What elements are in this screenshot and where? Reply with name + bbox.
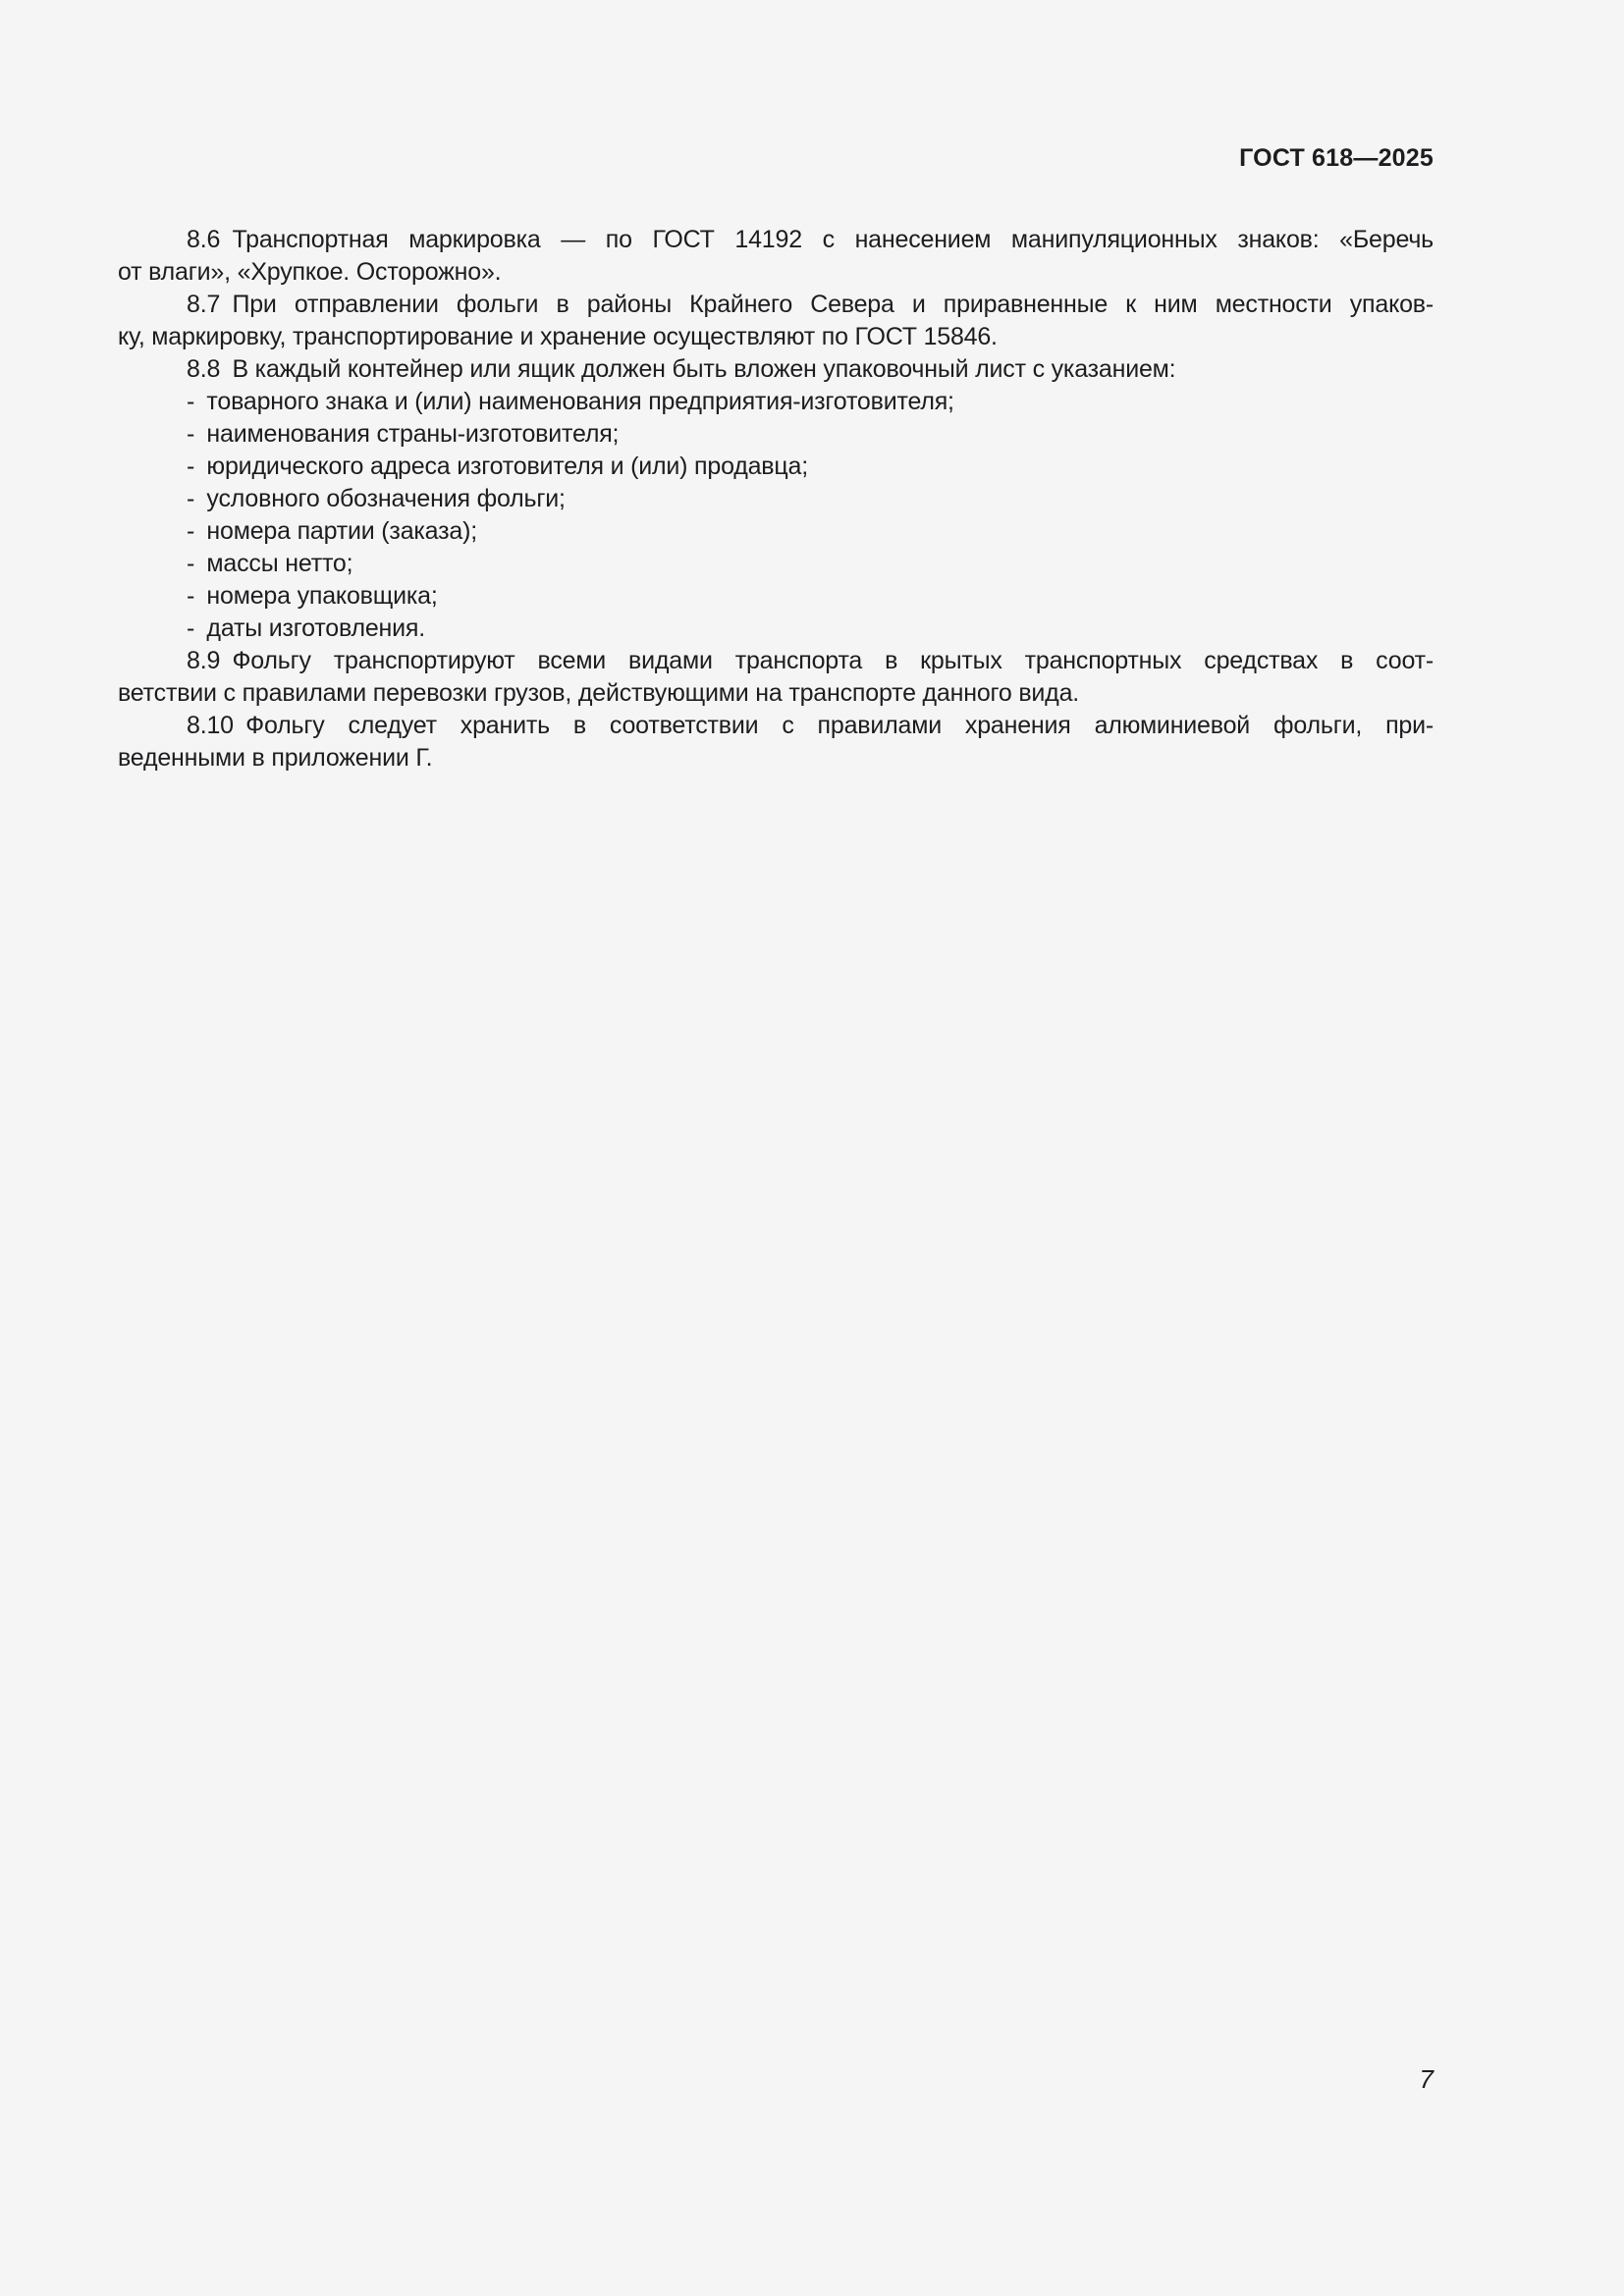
list-item-manufacture-date: - даты изготовления. [187, 614, 426, 642]
paragraph-line-8-8: 8.8 В каждый контейнер или ящик должен быть вложен упаковочный лист с указанием: [187, 355, 1176, 383]
standard-number-header: ГОСТ 618—2025 [1239, 144, 1434, 172]
list-item-batch-number: - номера партии (заказа); [187, 517, 477, 545]
paragraph-line-8-9-1: 8.9 Фольгу транспортируют всеми видами транспорта в крытых транспортных средствах в соот- [187, 647, 1434, 674]
paragraph-line-8-6-1: 8.6 Транспортная маркировка — по ГОСТ 14192 с нанесением манипуляционных знаков: «Беречь [187, 226, 1434, 253]
list-item-net-mass: - массы нетто; [187, 550, 353, 577]
document-body [118, 224, 1434, 774]
list-item-country: - наименования страны-изготовителя; [187, 420, 620, 448]
list-item-packer-number: - номера упаковщика; [187, 582, 438, 610]
paragraph-line-8-7-1: 8.7 При отправлении фольги в районы Крайнего Севера и приравненные к ним местности упаков- [187, 291, 1434, 318]
list-item-legal-address: - юридического адреса изготовителя и (или) продавца; [187, 453, 808, 480]
list-item-trademark: - товарного знака и (или) наименования предприятия-изготовителя; [187, 388, 954, 415]
paragraph-line-8-10-1: 8.10 Фольгу следует хранить в соответствии с правилами хранения алюминиевой фольги, при- [187, 712, 1434, 739]
paragraph-line-8-7-2: ку, маркировку, транспортирование и хранение осуществляют по ГОСТ 15846. [118, 323, 998, 350]
list-item-foil-designation: - условного обозначения фольги; [187, 485, 566, 512]
paragraph-line-8-10-2: веденными в приложении Г. [118, 744, 433, 772]
page-number: 7 [1419, 2064, 1434, 2094]
paragraph-line-8-9-2: ветствии с правилами перевозки грузов, действующими на транспорте данного вида. [118, 679, 1080, 707]
paragraph-line-8-6-2: от влаги», «Хрупкое. Осторожно». [118, 258, 502, 286]
